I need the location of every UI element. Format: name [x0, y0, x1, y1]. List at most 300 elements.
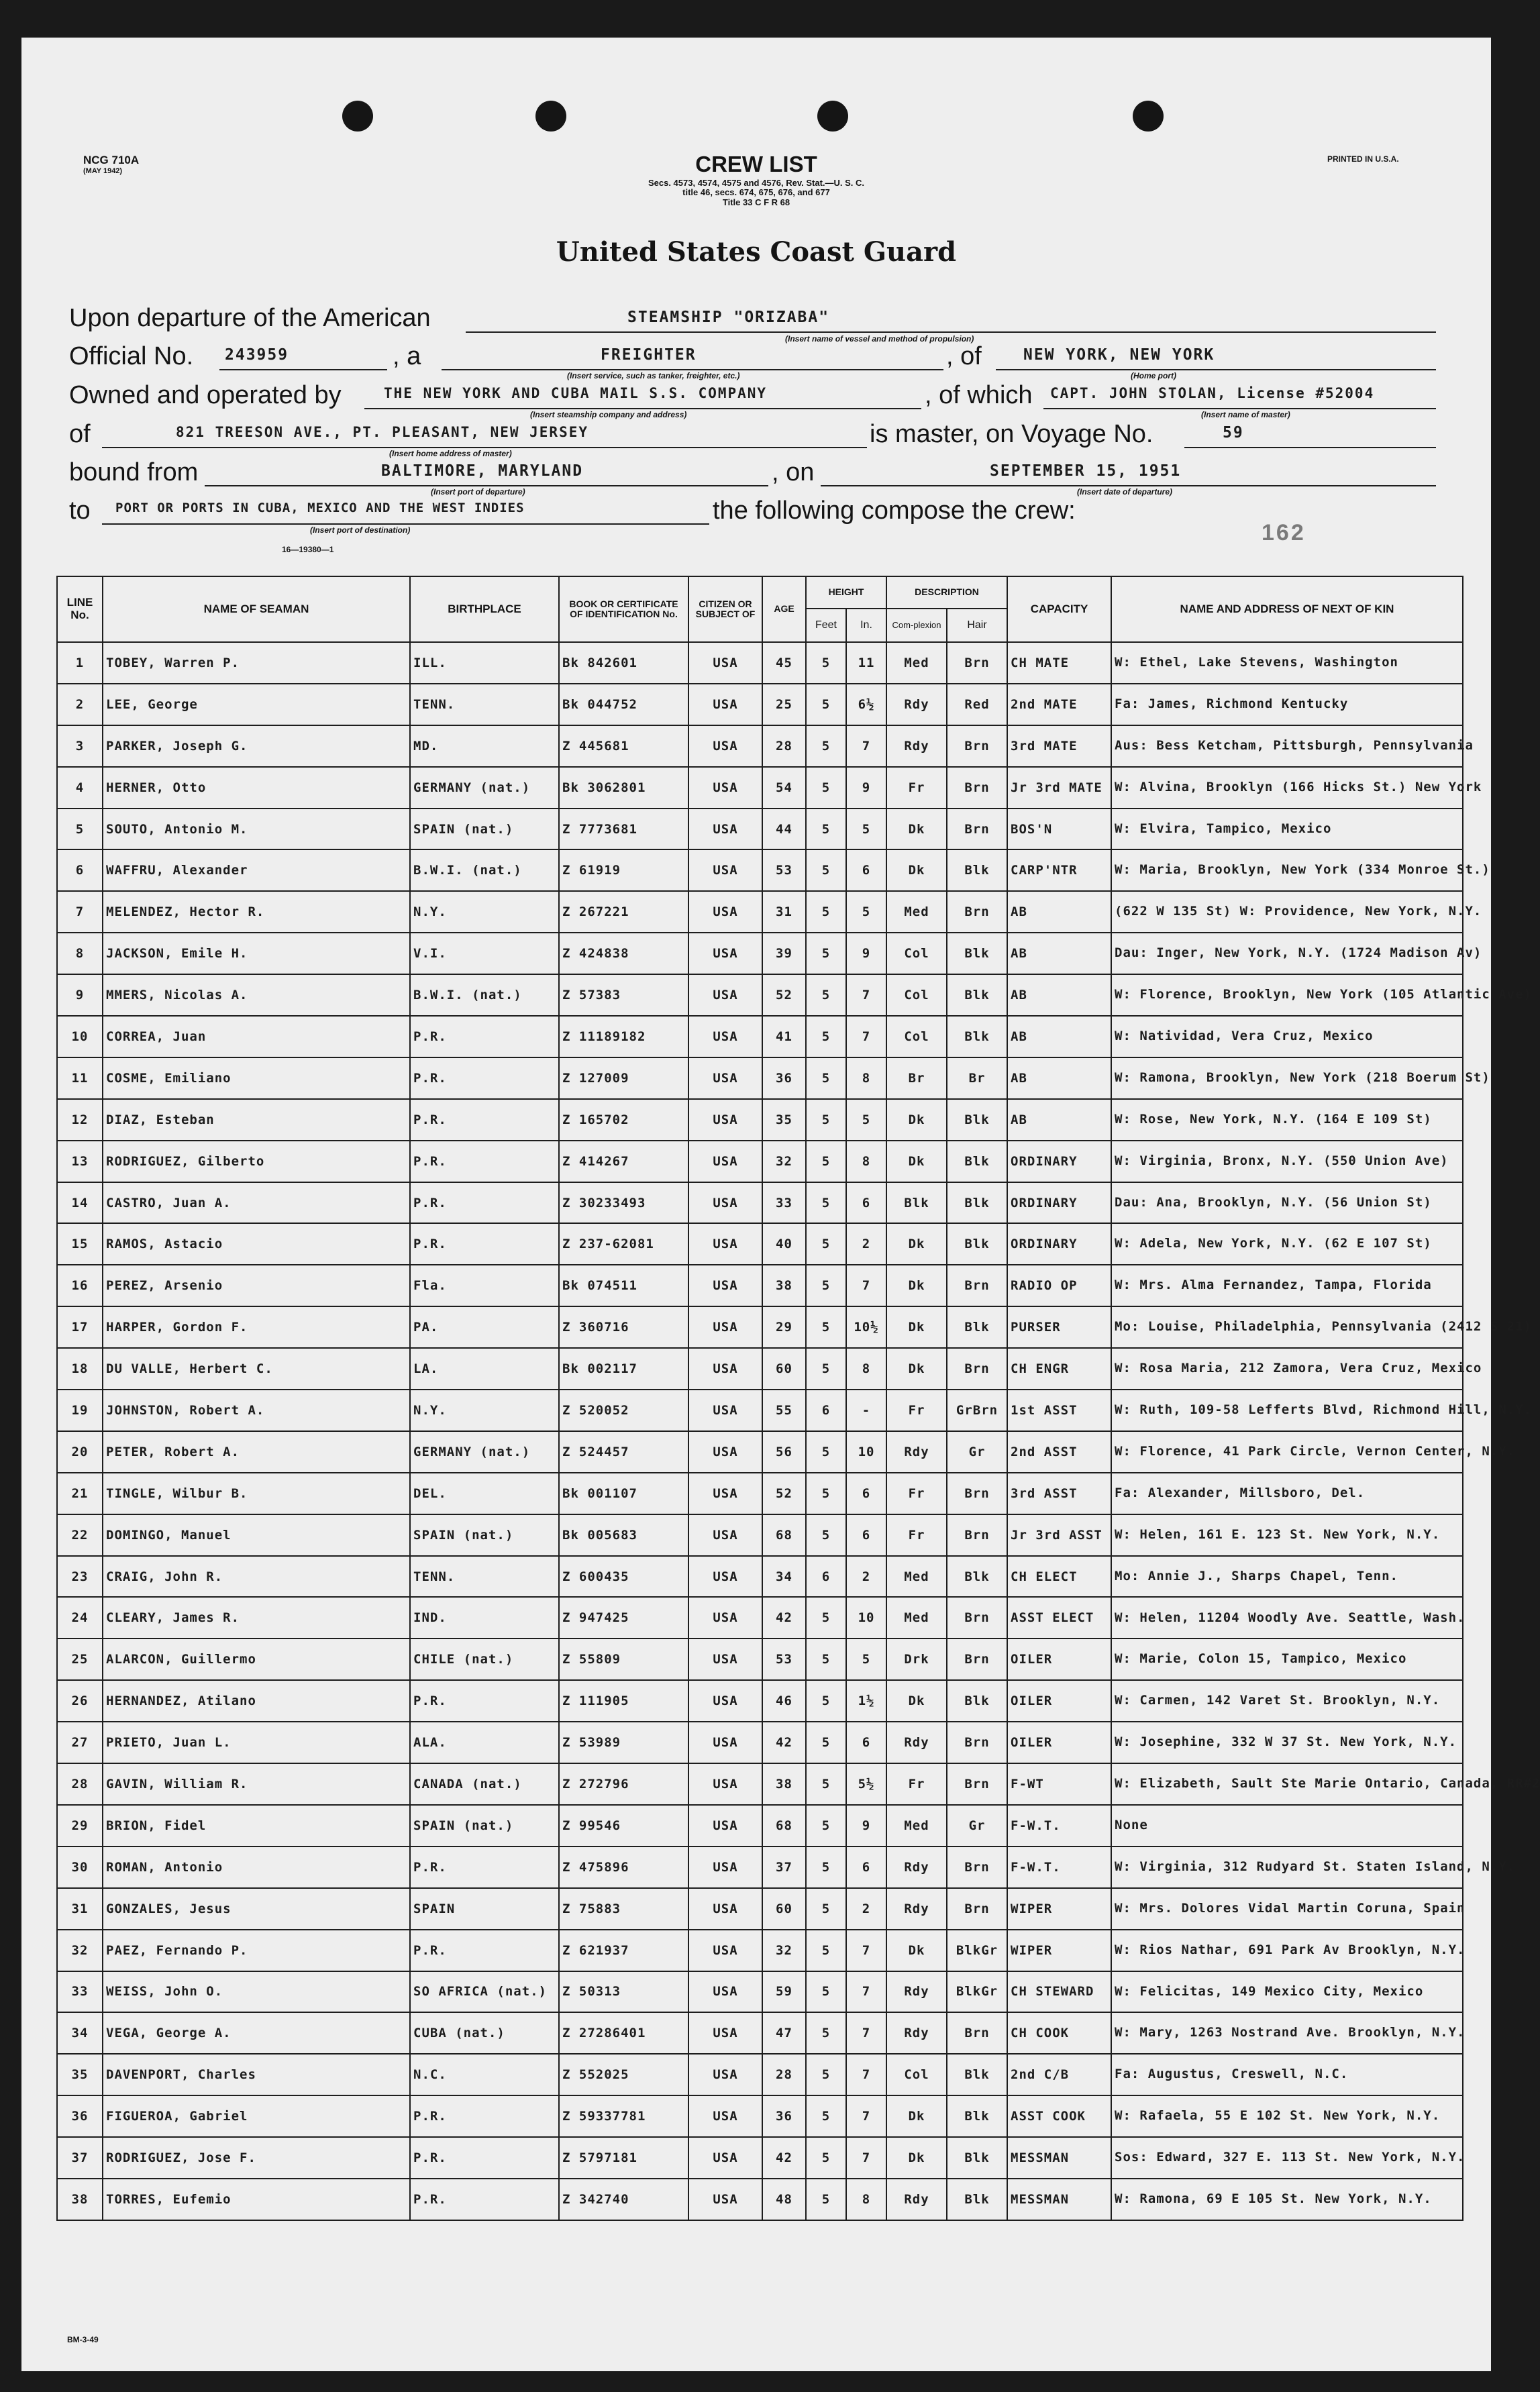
birthplace: N.C. [410, 2054, 559, 2095]
age: 38 [762, 1763, 806, 1805]
hair: Red [947, 684, 1007, 725]
birthplace: SPAIN (nat.) [410, 809, 559, 850]
of-label-2: of [69, 420, 91, 448]
citizen-of: USA [688, 974, 762, 1016]
birthplace: SPAIN [410, 1888, 559, 1930]
table-row [57, 933, 1463, 974]
seaman-name: RAMOS, Astacio [103, 1223, 410, 1265]
citizen-of: USA [688, 1597, 762, 1639]
next-of-kin: W: Marie, Colon 15, Tampico, Mexico [1111, 1639, 1463, 1680]
header-name: NAME OF SEAMAN [103, 576, 410, 642]
height-inches: 11 [846, 642, 886, 684]
table-row [57, 1639, 1463, 1680]
seaman-name: DU VALLE, Herbert C. [103, 1348, 410, 1390]
height-feet: 5 [806, 1016, 846, 1057]
next-of-kin: W: Virginia, Bronx, N.Y. (550 Union Ave) [1111, 1141, 1463, 1182]
capacity: CH ENGR [1007, 1348, 1111, 1390]
next-of-kin: Fa: Augustus, Creswell, N.C. [1111, 2054, 1463, 2095]
table-row [57, 1556, 1463, 1598]
capacity: OILER [1007, 1680, 1111, 1722]
age: 53 [762, 849, 806, 891]
complexion: Fr [886, 1514, 947, 1556]
complexion: Med [886, 1556, 947, 1598]
height-feet: 5 [806, 1639, 846, 1680]
seaman-name: SOUTO, Antonio M. [103, 809, 410, 850]
birthplace: MD. [410, 725, 559, 767]
table-row [57, 2012, 1463, 2054]
height-inches: 10 [846, 1597, 886, 1639]
hair: Gr [947, 1431, 1007, 1473]
table-row [57, 1680, 1463, 1722]
row-line-number: 24 [57, 1597, 103, 1639]
seaman-name: GAVIN, William R. [103, 1763, 410, 1805]
age: 34 [762, 1556, 806, 1598]
destination-hint: (Insert port of destination) [310, 525, 411, 535]
book-number: Bk 002117 [559, 1348, 688, 1390]
book-number: Z 7773681 [559, 809, 688, 850]
hair: Blk [947, 1099, 1007, 1141]
complexion: Dk [886, 1306, 947, 1348]
birthplace: P.R. [410, 1847, 559, 1888]
seaman-name: COSME, Emiliano [103, 1057, 410, 1099]
printed-note: PRINTED IN U.S.A. [1327, 154, 1399, 164]
citizen-of: USA [688, 1639, 762, 1680]
birthplace: P.R. [410, 1099, 559, 1141]
header-kin: NAME AND ADDRESS OF NEXT OF KIN [1111, 576, 1463, 642]
height-feet: 5 [806, 1514, 846, 1556]
next-of-kin: W: Helen, 11204 Woodly Ave. Seattle, Wash. [1111, 1597, 1463, 1639]
next-of-kin: W: Helen, 161 E. 123 St. New York, N.Y. [1111, 1514, 1463, 1556]
is-master-label: is master, on Voyage No. [870, 420, 1153, 448]
row-line-number: 22 [57, 1514, 103, 1556]
hair: Blk [947, 974, 1007, 1016]
date-hint: (Insert date of departure) [1077, 487, 1173, 497]
next-of-kin: W: Elizabeth, Sault Ste Marie Ontario, Canada, RR#2 [1111, 1763, 1463, 1805]
height-feet: 5 [806, 1099, 846, 1141]
next-of-kin: W: Elvira, Tampico, Mexico [1111, 809, 1463, 850]
row-line-number: 4 [57, 767, 103, 809]
age: 41 [762, 1016, 806, 1057]
next-of-kin: W: Ramona, Brooklyn, New York (218 Boerum St) [1111, 1057, 1463, 1099]
book-number: Bk 3062801 [559, 767, 688, 809]
next-of-kin: W: Josephine, 332 W 37 St. New York, N.Y. [1111, 1722, 1463, 1763]
next-of-kin: Fa: James, Richmond Kentucky [1111, 684, 1463, 725]
book-number: Z 111905 [559, 1680, 688, 1722]
seaman-name: PEREZ, Arsenio [103, 1265, 410, 1306]
height-feet: 5 [806, 1722, 846, 1763]
height-feet: 5 [806, 1888, 846, 1930]
book-number: Z 27286401 [559, 2012, 688, 2054]
next-of-kin: W: Natividad, Vera Cruz, Mexico [1111, 1016, 1463, 1057]
seaman-name: CLEARY, James R. [103, 1597, 410, 1639]
header-birthplace: BIRTHPLACE [410, 576, 559, 642]
row-line-number: 9 [57, 974, 103, 1016]
table-row [57, 1390, 1463, 1431]
capacity: AB [1007, 1057, 1111, 1099]
table-row [57, 849, 1463, 891]
capacity: Jr 3rd ASST [1007, 1514, 1111, 1556]
complexion: Col [886, 933, 947, 974]
height-inches: 7 [846, 1265, 886, 1306]
height-inches: 5 [846, 1099, 886, 1141]
height-feet: 5 [806, 1473, 846, 1514]
seaman-name: PETER, Robert A. [103, 1431, 410, 1473]
seaman-name: WEISS, John O. [103, 1971, 410, 2013]
next-of-kin: Mo: Annie J., Sharps Chapel, Tenn. [1111, 1556, 1463, 1598]
height-feet: 5 [806, 1306, 846, 1348]
birthplace: P.R. [410, 1680, 559, 1722]
complexion: Fr [886, 1763, 947, 1805]
hair: BlkGr [947, 1930, 1007, 1971]
capacity: MESSMAN [1007, 2137, 1111, 2179]
seaman-name: DAVENPORT, Charles [103, 2054, 410, 2095]
birthplace: B.W.I. (nat.) [410, 849, 559, 891]
row-line-number: 6 [57, 849, 103, 891]
age: 52 [762, 1473, 806, 1514]
age: 39 [762, 933, 806, 974]
row-line-number: 23 [57, 1556, 103, 1598]
hair: Blk [947, 1556, 1007, 1598]
age: 40 [762, 1223, 806, 1265]
hair: Brn [947, 1847, 1007, 1888]
book-number: Z 272796 [559, 1763, 688, 1805]
height-inches: 5½ [846, 1763, 886, 1805]
complexion: Dk [886, 809, 947, 850]
hair: Blk [947, 1016, 1007, 1057]
row-line-number: 1 [57, 642, 103, 684]
header-book: BOOK OR CERTIFICATE OF IDENTIFICATION No. [559, 576, 688, 642]
height-inches: 7 [846, 2137, 886, 2179]
seaman-name: PRIETO, Juan L. [103, 1722, 410, 1763]
header-citizen: CITIZEN OR SUBJECT OF [688, 576, 762, 642]
table-row [57, 1847, 1463, 1888]
height-feet: 5 [806, 684, 846, 725]
next-of-kin: Fa: Alexander, Millsboro, Del. [1111, 1473, 1463, 1514]
capacity: AB [1007, 933, 1111, 974]
table-row [57, 1597, 1463, 1639]
seaman-name: MMERS, Nicolas A. [103, 974, 410, 1016]
next-of-kin: W: Mrs. Alma Fernandez, Tampa, Florida [1111, 1265, 1463, 1306]
capacity: 2nd MATE [1007, 684, 1111, 725]
citizen-of: USA [688, 1306, 762, 1348]
table-row [57, 809, 1463, 850]
next-of-kin: (622 W 135 St) W: Providence, New York, N.Y. [1111, 891, 1463, 933]
company-hint: (Insert steamship company and address) [530, 410, 687, 419]
book-number: Z 414267 [559, 1141, 688, 1182]
next-of-kin: Sos: Edward, 327 E. 113 St. New York, N.Y. [1111, 2137, 1463, 2179]
hair: Brn [947, 1763, 1007, 1805]
next-of-kin: W: Maria, Brooklyn, New York (334 Monroe St.) [1111, 849, 1463, 891]
hair: Blk [947, 2137, 1007, 2179]
punch-hole [535, 101, 566, 132]
hair: Brn [947, 1473, 1007, 1514]
birthplace: P.R. [410, 1182, 559, 1224]
vessel-line [466, 331, 1436, 333]
destination-line [102, 523, 709, 525]
height-inches: 6 [846, 1182, 886, 1224]
citizen-of: USA [688, 1473, 762, 1514]
bound-from-label: bound from [69, 458, 199, 486]
row-line-number: 11 [57, 1057, 103, 1099]
height-feet: 5 [806, 891, 846, 933]
table-row [57, 1805, 1463, 1847]
age: 32 [762, 1141, 806, 1182]
height-inches: 7 [846, 725, 886, 767]
hair: BlkGr [947, 1971, 1007, 2013]
complexion: Fr [886, 1390, 947, 1431]
complexion: Drk [886, 1639, 947, 1680]
company-line [364, 408, 921, 409]
birthplace: SO AFRICA (nat.) [410, 1971, 559, 2013]
crew-table [56, 576, 1540, 2221]
row-line-number: 18 [57, 1348, 103, 1390]
next-of-kin: W: Virginia, 312 Rudyard St. Staten Island, N.Y. [1111, 1847, 1463, 1888]
citizen-of: USA [688, 809, 762, 850]
header-capacity: CAPACITY [1007, 576, 1111, 642]
book-number: Z 621937 [559, 1930, 688, 1971]
birthplace: SPAIN (nat.) [410, 1514, 559, 1556]
birthplace: Fla. [410, 1265, 559, 1306]
complexion: Med [886, 642, 947, 684]
voyage-no-line [1184, 447, 1436, 448]
hair: Blk [947, 2095, 1007, 2137]
capacity: F-W.T. [1007, 1805, 1111, 1847]
book-number: Z 947425 [559, 1597, 688, 1639]
book-number: Z 57383 [559, 974, 688, 1016]
height-inches: 6 [846, 1722, 886, 1763]
height-inches: 5 [846, 891, 886, 933]
capacity: F-WT [1007, 1763, 1111, 1805]
citizen-of: USA [688, 1348, 762, 1390]
table-row [57, 1141, 1463, 1182]
table-row [57, 2137, 1463, 2179]
compose-label: the following compose the crew: [713, 497, 1076, 525]
height-inches: 6½ [846, 684, 886, 725]
row-line-number: 37 [57, 2137, 103, 2179]
complexion: Rdy [886, 2179, 947, 2220]
next-of-kin: W: Rios Nathar, 691 Park Av Brooklyn, N.Y. [1111, 1930, 1463, 1971]
agency-title: United States Coast Guard [556, 236, 957, 268]
row-line-number: 31 [57, 1888, 103, 1930]
birthplace: TENN. [410, 1556, 559, 1598]
capacity: 1st ASST [1007, 1390, 1111, 1431]
age: 32 [762, 1930, 806, 1971]
home-port-hint: (Home port) [1131, 371, 1176, 380]
row-line-number: 12 [57, 1099, 103, 1141]
date-value: SEPTEMBER 15, 1951 [990, 462, 1182, 480]
capacity: F-W.T. [1007, 1847, 1111, 1888]
birthplace: P.R. [410, 1016, 559, 1057]
birthplace: CANADA (nat.) [410, 1763, 559, 1805]
citizen-of: USA [688, 2012, 762, 2054]
age: 44 [762, 809, 806, 850]
capacity: CH COOK [1007, 2012, 1111, 2054]
next-of-kin: Dau: Ana, Brooklyn, N.Y. (56 Union St) [1111, 1182, 1463, 1224]
citizen-of: USA [688, 849, 762, 891]
row-line-number: 5 [57, 809, 103, 850]
table-row [57, 2054, 1463, 2095]
height-inches: 2 [846, 1223, 886, 1265]
citizen-of: USA [688, 1680, 762, 1722]
height-inches: 8 [846, 1141, 886, 1182]
service-value: FREIGHTER [601, 346, 697, 364]
next-of-kin: W: Florence, 41 Park Circle, Vernon Center, N.Y. [1111, 1431, 1463, 1473]
seaman-name: CRAIG, John R. [103, 1556, 410, 1598]
row-line-number: 14 [57, 1182, 103, 1224]
table-row [57, 1099, 1463, 1141]
birthplace: P.R. [410, 1930, 559, 1971]
table-row [57, 1971, 1463, 2013]
book-number: Z 445681 [559, 725, 688, 767]
birthplace: ILL. [410, 642, 559, 684]
service-line [442, 369, 943, 370]
complexion: Rdy [886, 1431, 947, 1473]
table-row [57, 2179, 1463, 2220]
print-code: 16—19380—1 [282, 545, 334, 554]
seaman-name: JACKSON, Emile H. [103, 933, 410, 974]
hair: Blk [947, 2179, 1007, 2220]
complexion: Col [886, 2054, 947, 2095]
table-row [57, 1223, 1463, 1265]
age: 42 [762, 1597, 806, 1639]
height-feet: 5 [806, 1805, 846, 1847]
birthplace: V.I. [410, 933, 559, 974]
a-label: , a [393, 342, 421, 370]
age: 54 [762, 767, 806, 809]
height-feet: 5 [806, 725, 846, 767]
seaman-name: RODRIGUEZ, Gilberto [103, 1141, 410, 1182]
hair: Brn [947, 1265, 1007, 1306]
height-inches: 6 [846, 1847, 886, 1888]
capacity: OILER [1007, 1639, 1111, 1680]
book-number: Z 237-62081 [559, 1223, 688, 1265]
next-of-kin: W: Adela, New York, N.Y. (62 E 107 St) [1111, 1223, 1463, 1265]
row-line-number: 35 [57, 2054, 103, 2095]
height-feet: 5 [806, 1847, 846, 1888]
seaman-name: PAEZ, Fernando P. [103, 1930, 410, 1971]
height-feet: 5 [806, 2095, 846, 2137]
age: 25 [762, 684, 806, 725]
height-inches: 6 [846, 849, 886, 891]
seaman-name: VEGA, George A. [103, 2012, 410, 2054]
height-inches: 8 [846, 2179, 886, 2220]
book-number: Z 75883 [559, 1888, 688, 1930]
height-feet: 5 [806, 1763, 846, 1805]
hair: Blk [947, 1141, 1007, 1182]
citizen-of: USA [688, 2095, 762, 2137]
home-port-line [996, 369, 1436, 370]
age: 31 [762, 891, 806, 933]
form-date: (MAY 1942) [83, 167, 123, 176]
book-number: Z 55809 [559, 1639, 688, 1680]
citizen-of: USA [688, 1016, 762, 1057]
complexion: Med [886, 1805, 947, 1847]
citizen-of: USA [688, 1514, 762, 1556]
complexion: Br [886, 1057, 947, 1099]
next-of-kin: W: Alvina, Brooklyn (166 Hicks St.) New York [1111, 767, 1463, 809]
age: 68 [762, 1514, 806, 1556]
capacity: ORDINARY [1007, 1182, 1111, 1224]
height-inches: 6 [846, 1473, 886, 1514]
table-row [57, 642, 1463, 684]
height-inches: 9 [846, 767, 886, 809]
capacity: RADIO OP [1007, 1265, 1111, 1306]
next-of-kin: W: Rosa Maria, 212 Zamora, Vera Cruz, Mexico [1111, 1348, 1463, 1390]
seaman-name: GONZALES, Jesus [103, 1888, 410, 1930]
next-of-kin: W: Ethel, Lake Stevens, Washington [1111, 642, 1463, 684]
age: 36 [762, 2095, 806, 2137]
master-address-line [102, 447, 867, 448]
seaman-name: ROMAN, Antonio [103, 1847, 410, 1888]
hair: Blk [947, 849, 1007, 891]
row-line-number: 21 [57, 1473, 103, 1514]
height-feet: 5 [806, 1597, 846, 1639]
citizen-of: USA [688, 1431, 762, 1473]
row-line-number: 29 [57, 1805, 103, 1847]
table-row [57, 1265, 1463, 1306]
vessel-name: STEAMSHIP "ORIZABA" [627, 309, 830, 326]
next-of-kin: Mo: Louise, Philadelphia, Pennsylvania (2412 S 21) [1111, 1306, 1463, 1348]
citizen-of: USA [688, 1556, 762, 1598]
row-line-number: 25 [57, 1639, 103, 1680]
age: 68 [762, 1805, 806, 1847]
hair: Brn [947, 1514, 1007, 1556]
citizen-of: USA [688, 725, 762, 767]
punch-hole [817, 101, 848, 132]
height-feet: 5 [806, 1223, 846, 1265]
citizen-of: USA [688, 1763, 762, 1805]
age: 42 [762, 2137, 806, 2179]
complexion: Dk [886, 1141, 947, 1182]
book-number: Z 267221 [559, 891, 688, 933]
age: 60 [762, 1348, 806, 1390]
seaman-name: TINGLE, Wilbur B. [103, 1473, 410, 1514]
capacity: 2nd C/B [1007, 2054, 1111, 2095]
table-row [57, 684, 1463, 725]
age: 47 [762, 2012, 806, 2054]
row-line-number: 15 [57, 1223, 103, 1265]
footer-code: BM-3-49 [67, 2335, 99, 2344]
statute-block [0, 178, 1512, 207]
table-row [57, 1930, 1463, 1971]
capacity: AB [1007, 1016, 1111, 1057]
book-number: Z 11189182 [559, 1016, 688, 1057]
hair: Blk [947, 1680, 1007, 1722]
citizen-of: USA [688, 1057, 762, 1099]
seaman-name: DIAZ, Esteban [103, 1099, 410, 1141]
age: 35 [762, 1099, 806, 1141]
next-of-kin: W: Rose, New York, N.Y. (164 E 109 St) [1111, 1099, 1463, 1141]
seaman-name: HERNER, Otto [103, 767, 410, 809]
citizen-of: USA [688, 2054, 762, 2095]
departure-port-line [205, 485, 768, 486]
seaman-name: TOBEY, Warren P. [103, 642, 410, 684]
owned-label: Owned and operated by [69, 381, 342, 409]
row-line-number: 28 [57, 1763, 103, 1805]
header-hair: Hair [947, 609, 1007, 642]
seaman-name: HERNANDEZ, Atilano [103, 1680, 410, 1722]
punch-hole [1133, 101, 1164, 132]
row-line-number: 33 [57, 1971, 103, 2013]
height-inches: 10 [846, 1431, 886, 1473]
row-line-number: 36 [57, 2095, 103, 2137]
row-line-number: 38 [57, 2179, 103, 2220]
hair: Blk [947, 2054, 1007, 2095]
table-row [57, 1888, 1463, 1930]
complexion: Med [886, 1597, 947, 1639]
next-of-kin: W: Carmen, 142 Varet St. Brooklyn, N.Y. [1111, 1680, 1463, 1722]
complexion: Col [886, 1016, 947, 1057]
